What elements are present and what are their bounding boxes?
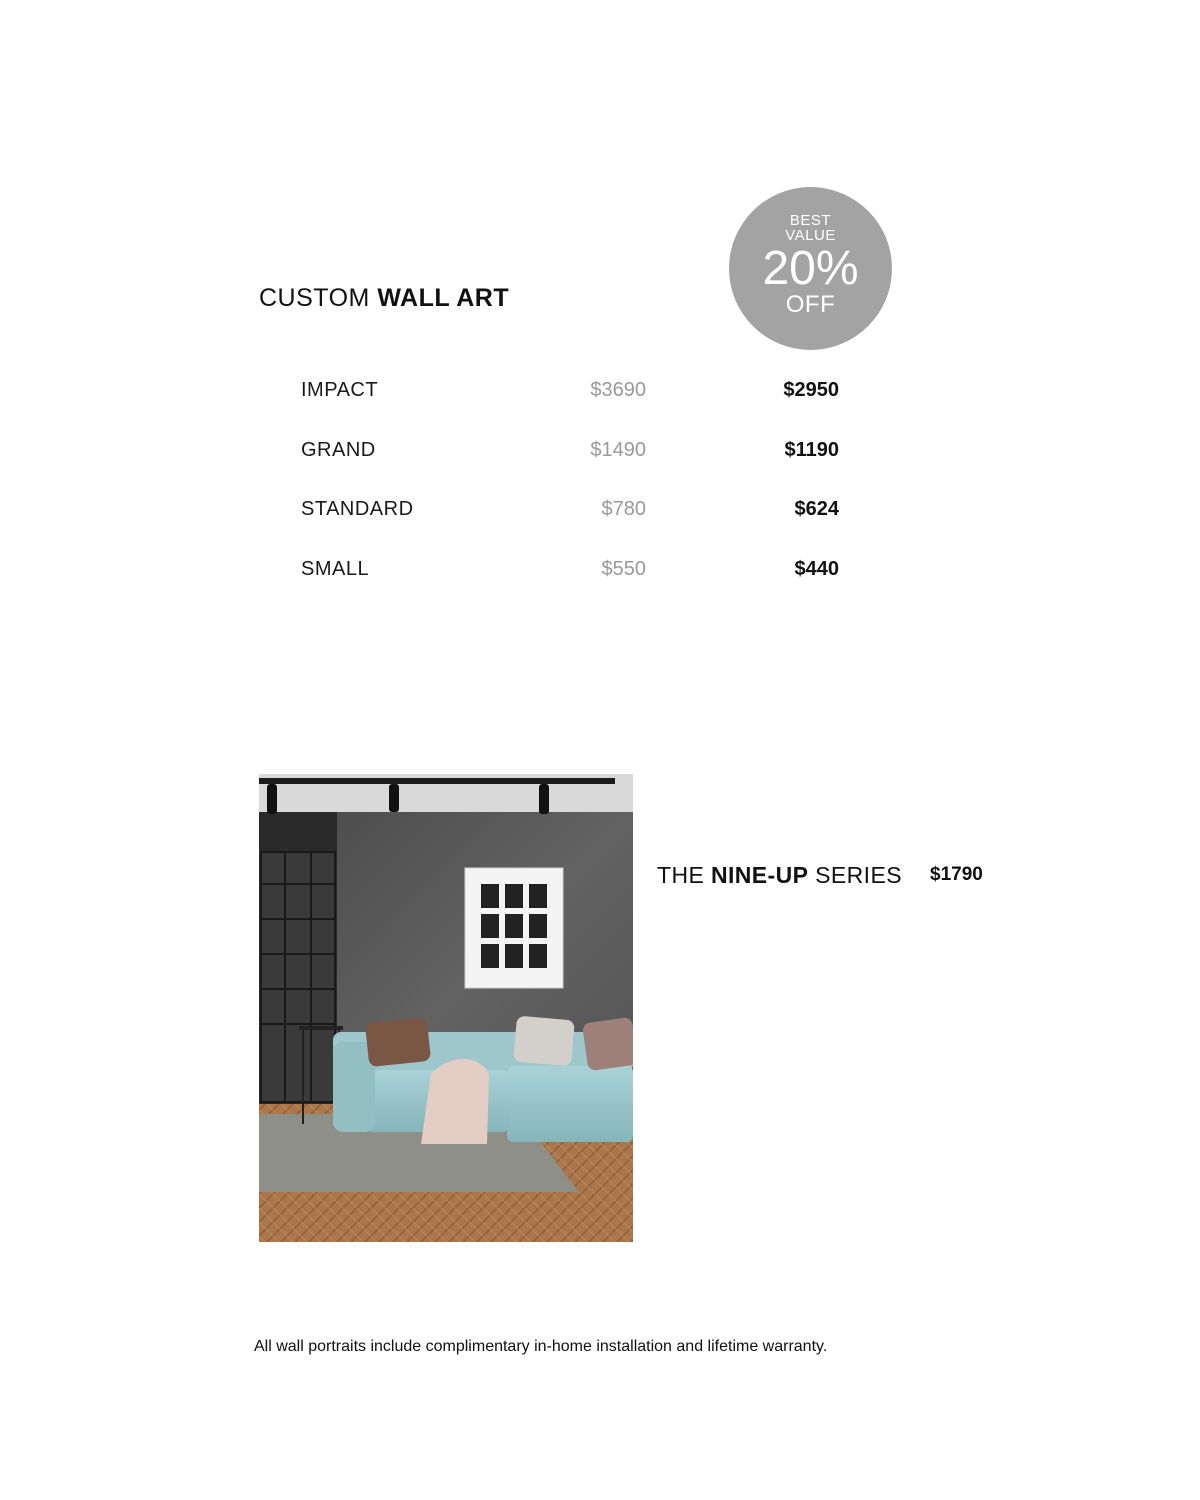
price-row-impact bbox=[0, 379, 1200, 409]
price-row-grand bbox=[0, 439, 1200, 469]
price-row-sale: $440 bbox=[794, 558, 839, 580]
series-title-bold: NINE-UP bbox=[711, 862, 809, 888]
price-row-sale: $2950 bbox=[783, 379, 839, 401]
badge-percent: 20% bbox=[762, 242, 859, 295]
series-title bbox=[657, 862, 902, 889]
title-bold: WALL ART bbox=[377, 284, 510, 312]
price-row-name: IMPACT bbox=[301, 379, 379, 401]
price-row-standard bbox=[0, 498, 1200, 528]
footnote: All wall portraits include complimentary in-home installation and lifetime warranty. bbox=[254, 1338, 828, 1355]
price-row-original: $1490 bbox=[590, 439, 646, 461]
price-row-small bbox=[0, 558, 1200, 588]
price-row-original: $3690 bbox=[590, 379, 646, 401]
price-row-name: SMALL bbox=[301, 558, 370, 580]
section-title bbox=[259, 284, 509, 313]
price-row-name: STANDARD bbox=[301, 498, 414, 520]
discount-badge bbox=[729, 187, 892, 350]
series-title-suffix: SERIES bbox=[808, 862, 902, 888]
badge-off: OFF bbox=[785, 291, 836, 318]
price-row-original: $550 bbox=[601, 558, 646, 580]
room-photo bbox=[259, 774, 633, 1242]
series-price: $1790 bbox=[930, 864, 983, 885]
room-illustration bbox=[259, 774, 633, 1242]
title-light: CUSTOM bbox=[259, 284, 378, 312]
badge-line-value: VALUE bbox=[785, 227, 836, 244]
badge-line-best: BEST bbox=[789, 212, 832, 229]
series-title-prefix: THE bbox=[657, 862, 711, 888]
price-row-name: GRAND bbox=[301, 439, 376, 461]
price-row-original: $780 bbox=[601, 498, 646, 520]
price-row-sale: $1190 bbox=[784, 439, 839, 461]
price-row-sale: $624 bbox=[794, 498, 839, 520]
